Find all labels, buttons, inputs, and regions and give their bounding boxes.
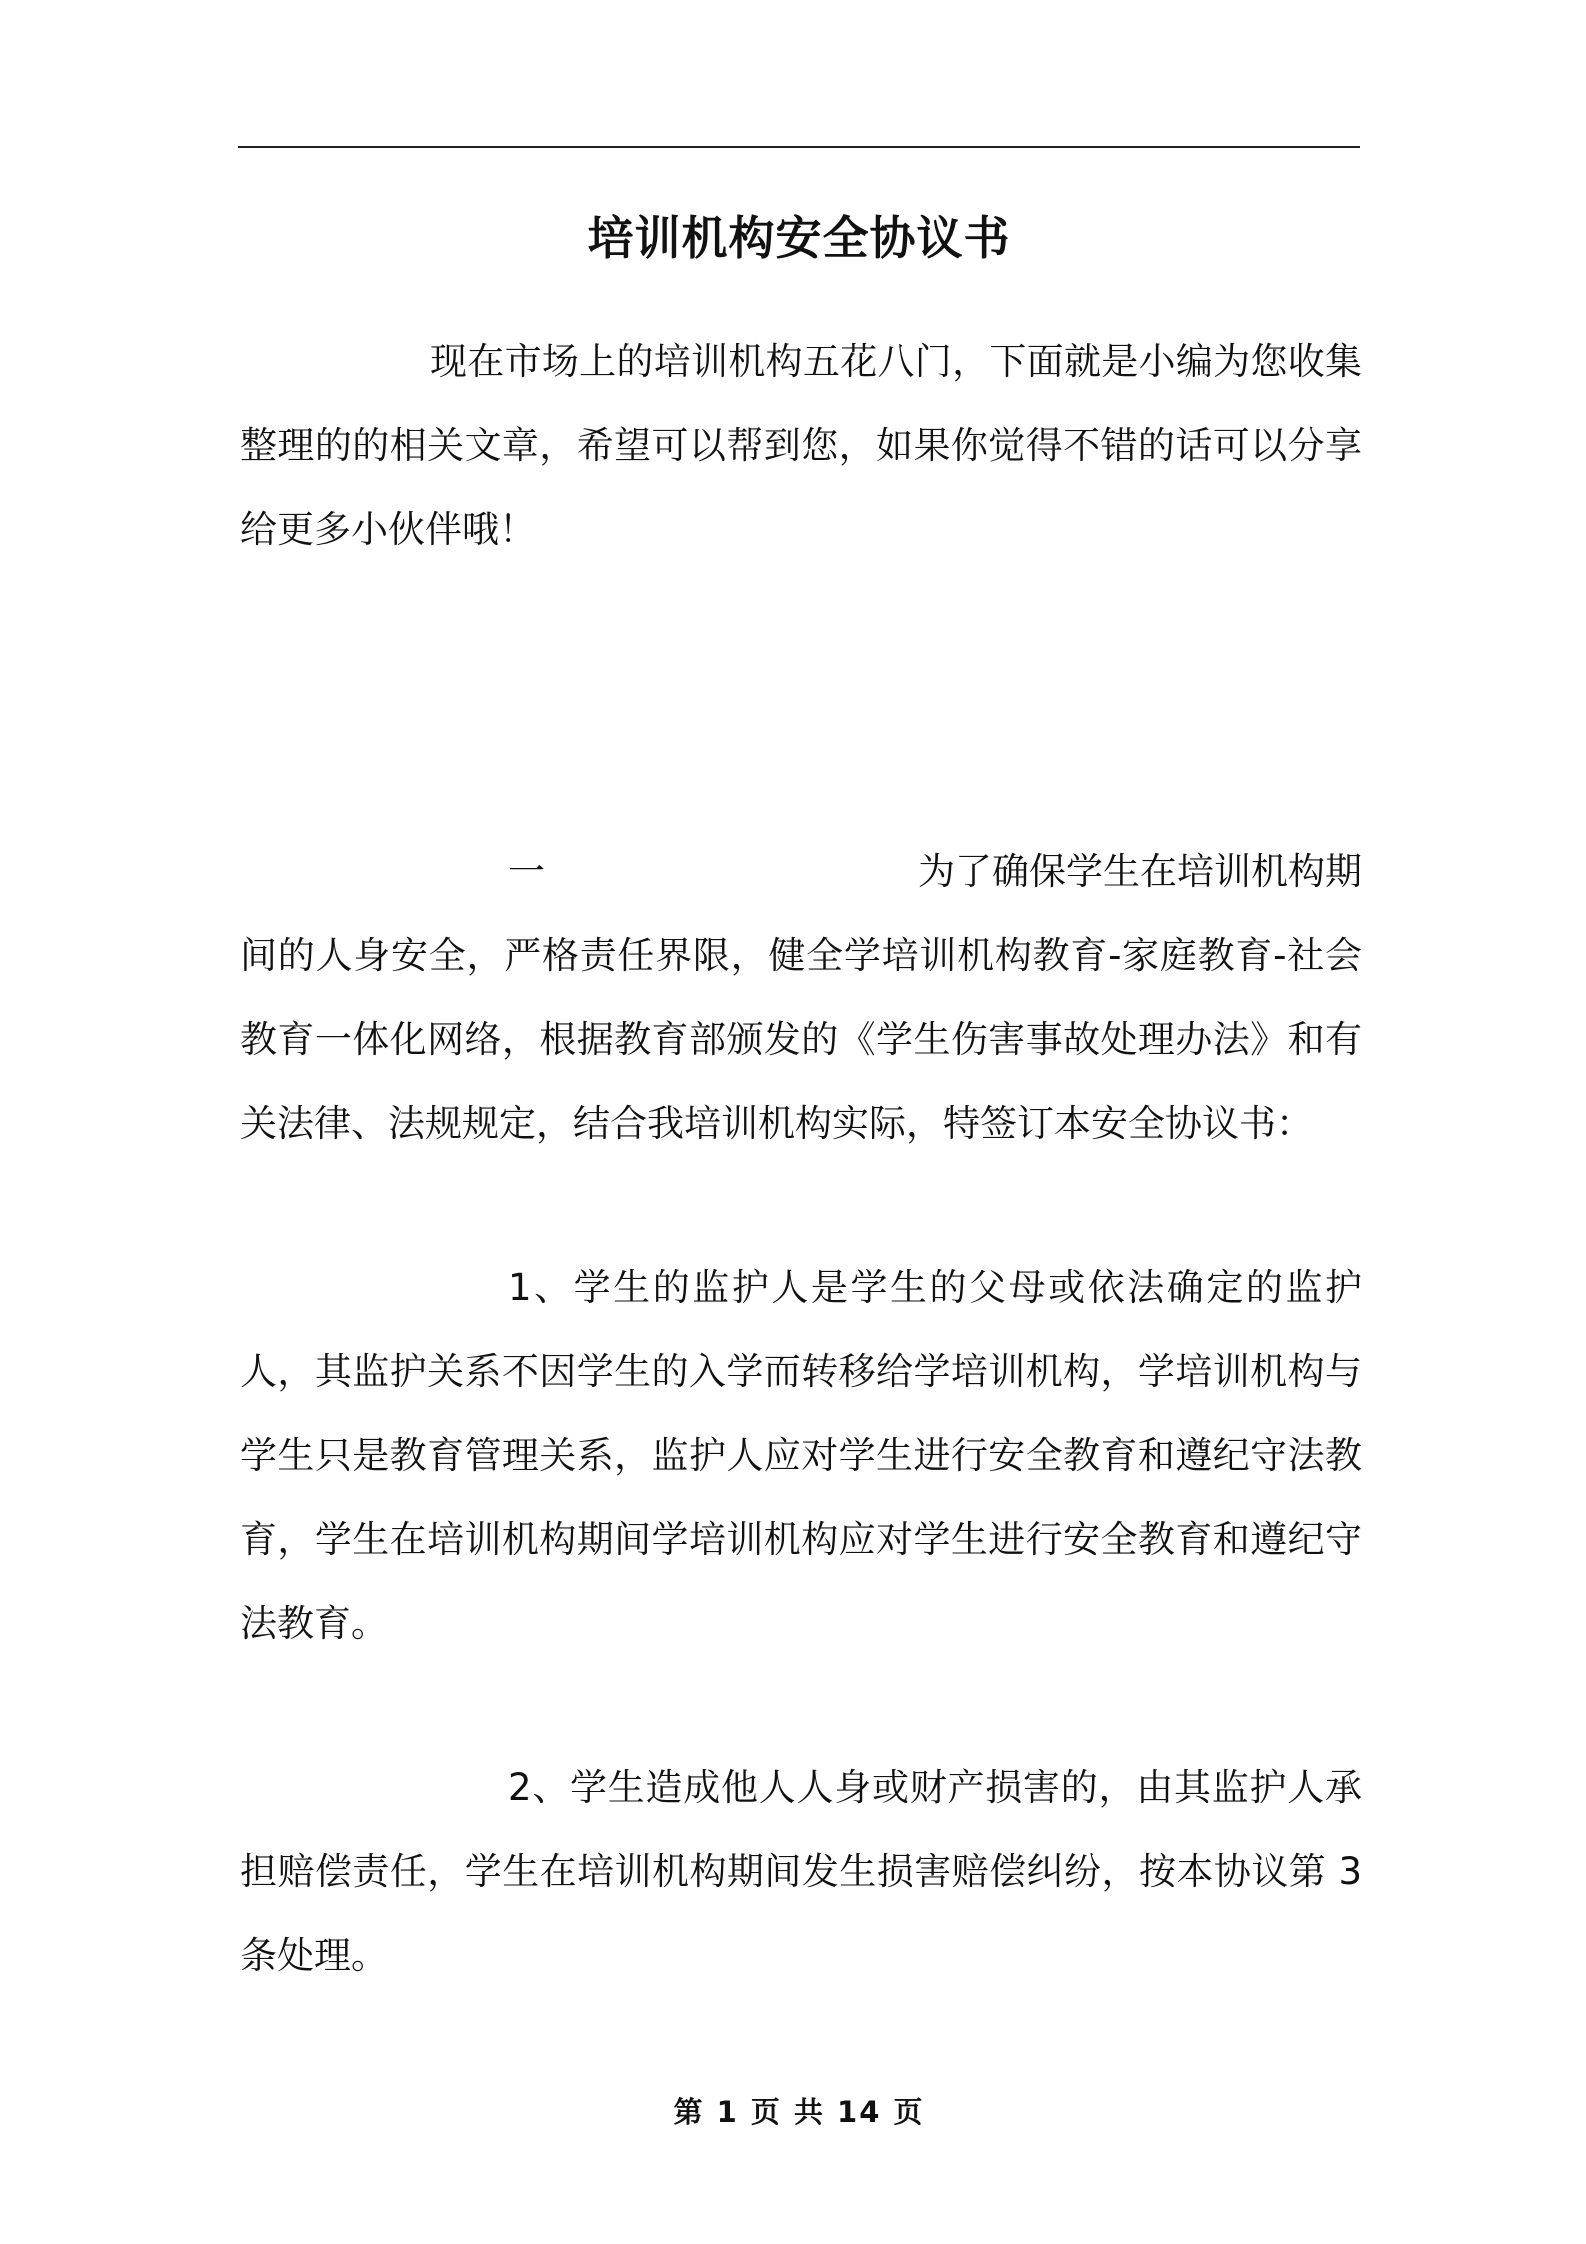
page-footer: 第 1 页 共 14 页 [673, 2095, 925, 2129]
clause-1-paragraph: 1、学生的监护人是学生的父母或依法确定的监护人，其监护关系不因学生的入学而转移给学培训机构，学培训机构与学生只是教育管理关系，监护人应对学生进行安全教育和遵纪守法教育，学生在培训机构期间学培训机构应对学生进行安全教育和遵纪守法教育。 [240, 1266, 1362, 1645]
document-title: 培训机构安全协议书 [587, 211, 1011, 265]
section-one-heading [240, 830, 1362, 914]
intro-paragraph: 现在市场上的培训机构五花八门，下面就是小编为您收集整理的的相关文章，希望可以帮到您，如果你觉得不错的话可以分享给更多小伙伴哦！ [240, 340, 1362, 551]
header-rule [238, 146, 1360, 148]
section-one-marker: 一 [508, 850, 545, 893]
section-one-lead: 为了确保学生在培训机构期 [918, 850, 1362, 893]
clause-2-paragraph: 2、学生造成他人人身或财产损害的，由其监护人承担赔偿责任，学生在培训机构期间发生损害赔偿纠纷，按本协议第 3 条处理。 [240, 1766, 1362, 1977]
section-one-paragraph: 间的人身安全，严格责任界限，健全学培训机构教育-家庭教育-社会教育一体化网络，根据教育部颁发的《学生伤害事故处理办法》和有关法律、法规规定，结合我培训机构实际，特签订本安全协议书： [240, 934, 1362, 1145]
